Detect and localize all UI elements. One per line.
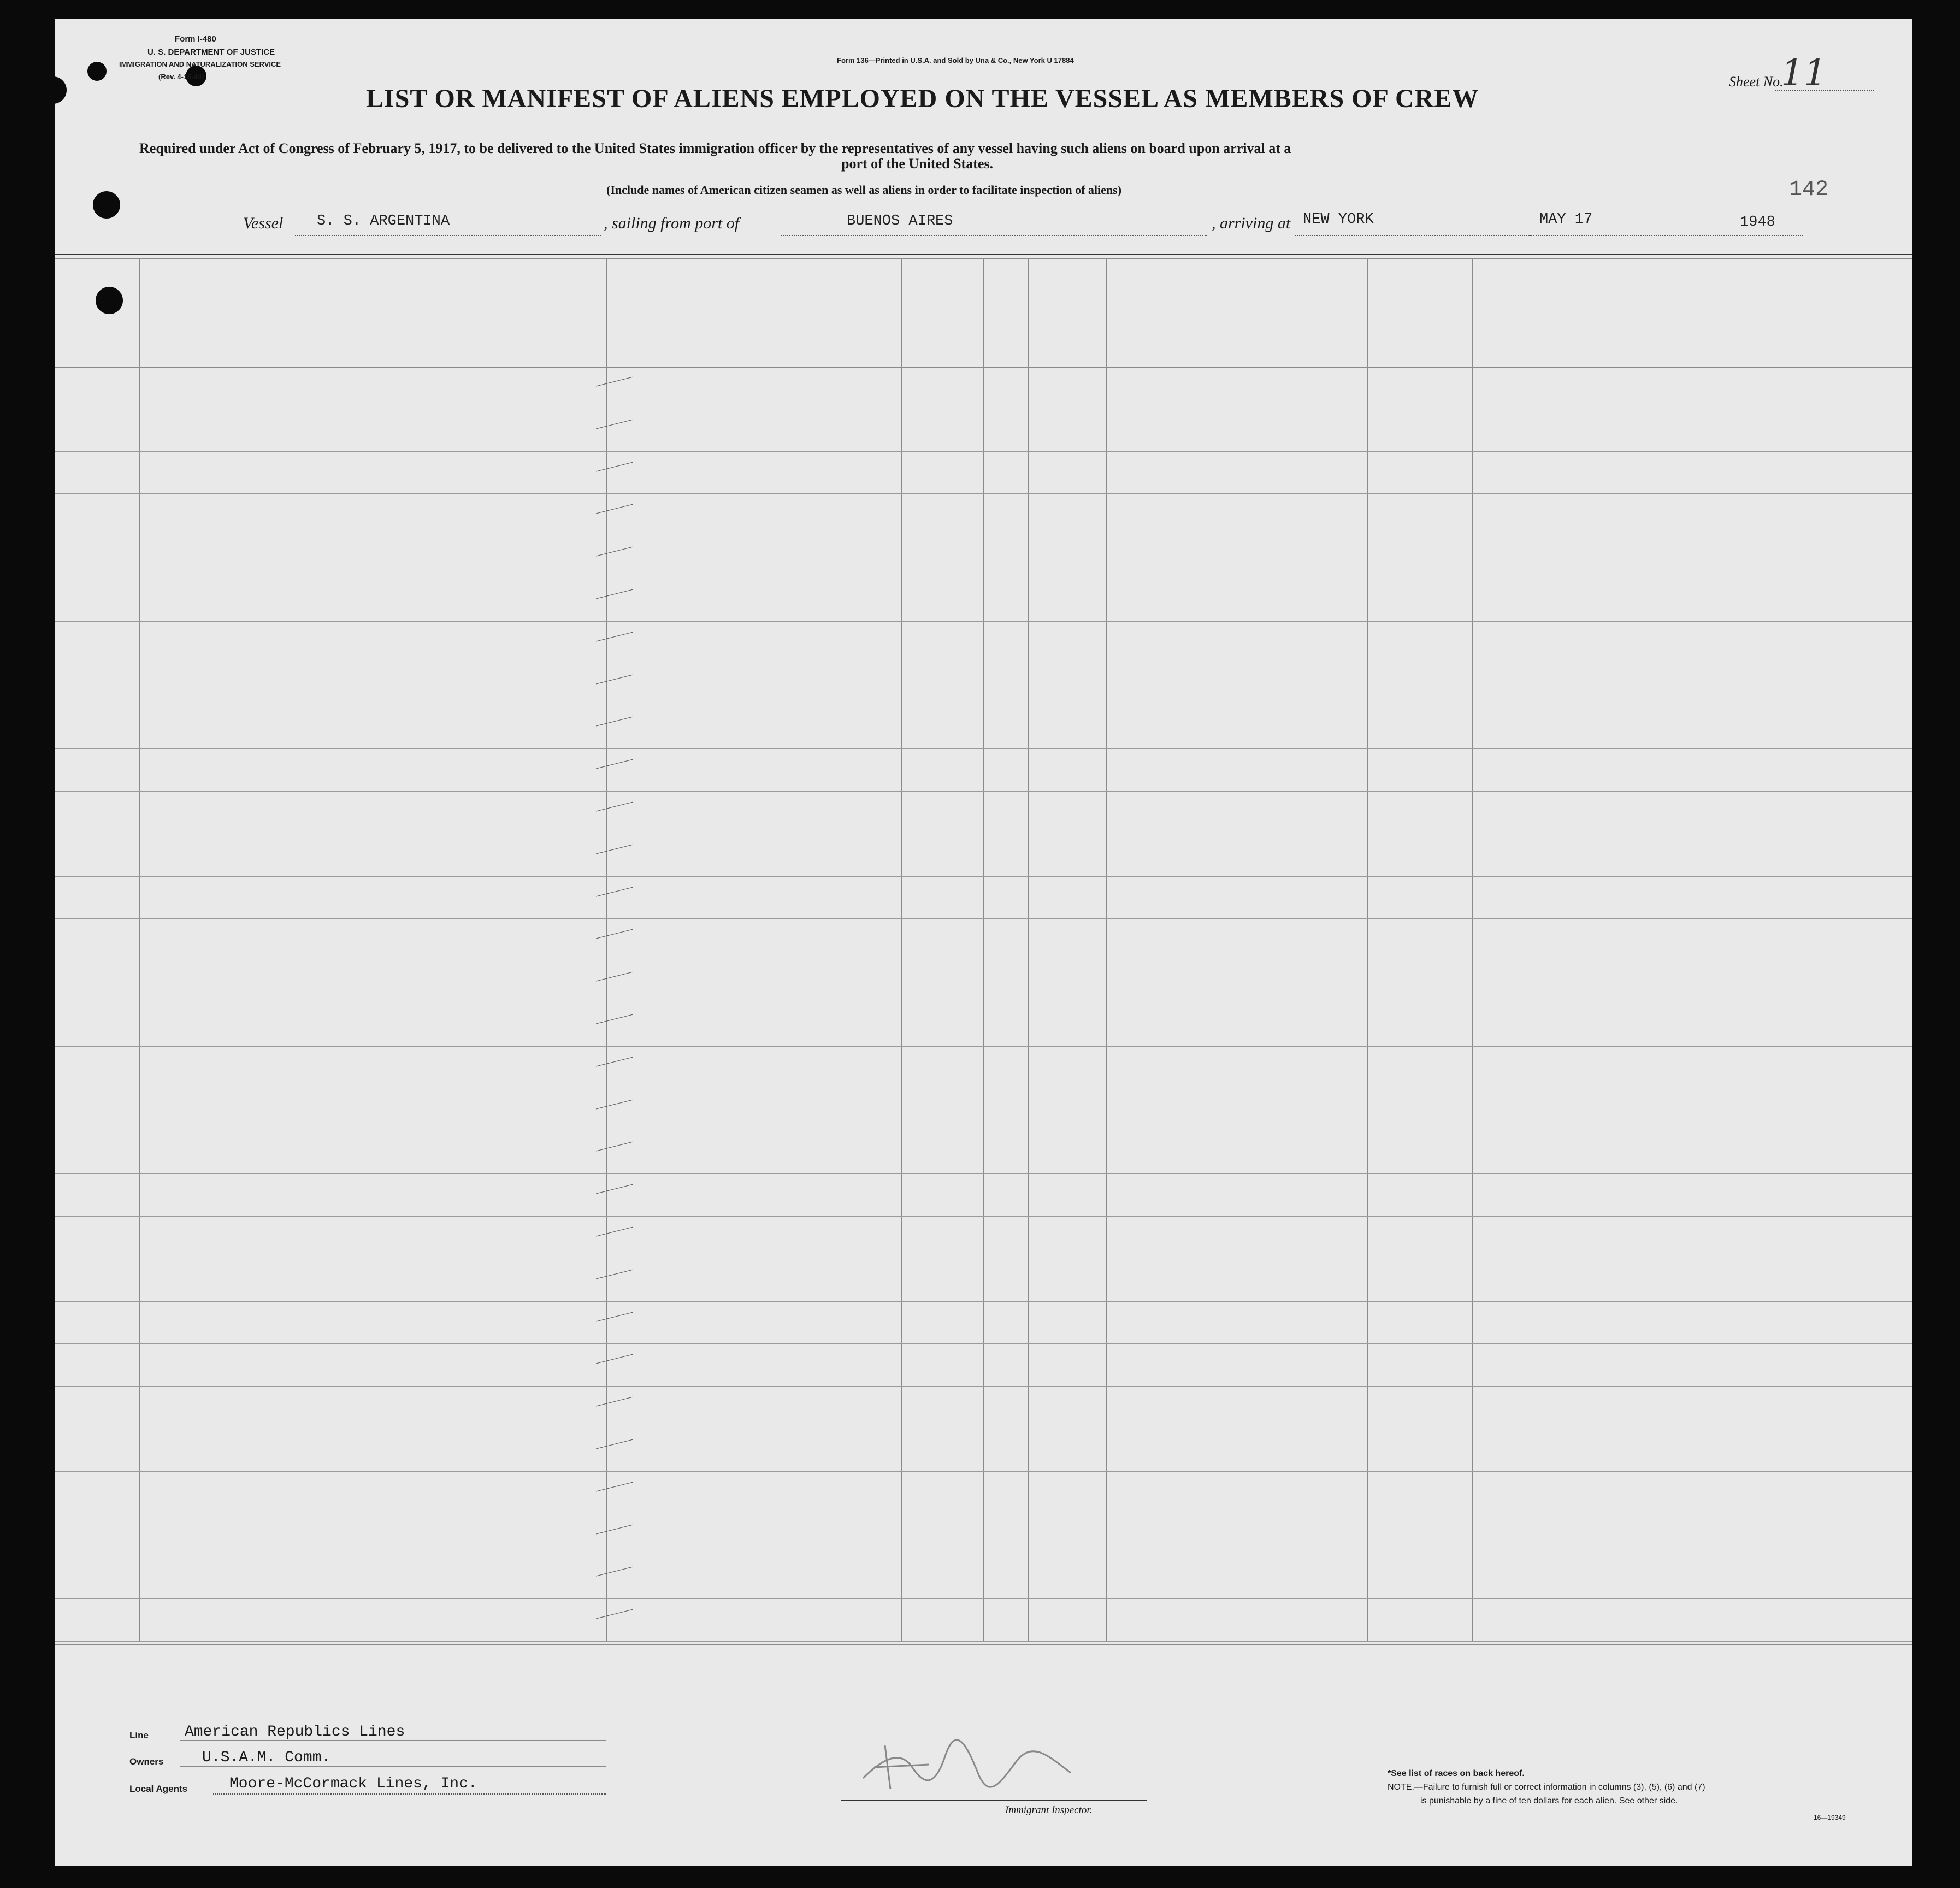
owners-label: Owners [129, 1756, 164, 1767]
sheet-label: Sheet No. [1729, 74, 1784, 90]
sheet-number: 11 [1781, 52, 1827, 94]
vessel-name: S. S. ARGENTINA [317, 213, 450, 229]
table-row [55, 1046, 1912, 1089]
arriving-label: , arriving at [1212, 214, 1291, 232]
department: U. S. DEPARTMENT OF JUSTICE [147, 48, 275, 57]
departure-port: BUENOS AIRES [847, 213, 953, 229]
table-row [55, 1173, 1912, 1216]
table-row [55, 1343, 1912, 1386]
owners-value: U.S.A.M. Comm. [202, 1749, 331, 1766]
vessel-label: Vessel [243, 214, 284, 232]
table-row [55, 1556, 1912, 1598]
table-row [55, 791, 1912, 834]
table-row [55, 876, 1912, 919]
arrival-port: NEW YORK [1303, 211, 1374, 228]
arrival-year: 1948 [1740, 214, 1775, 231]
page-number: 142 [1789, 178, 1829, 202]
table-row [55, 366, 1912, 409]
revision: (Rev. 4-15-44) [158, 73, 204, 81]
table-row [55, 1598, 1912, 1641]
table-row [55, 918, 1912, 961]
table-row [55, 409, 1912, 451]
agents-value: Moore-McCormack Lines, Inc. [229, 1775, 477, 1792]
table-row [55, 1514, 1912, 1556]
table-row [55, 1429, 1912, 1471]
crew-table [55, 19, 1912, 1866]
table-row [55, 536, 1912, 579]
table-row [55, 1089, 1912, 1131]
table-row [55, 1004, 1912, 1046]
subtitle-2: port of the United States. [841, 156, 994, 172]
form-code: 16—19349 [1814, 1814, 1846, 1821]
arrival-date: MAY 17 [1539, 211, 1593, 228]
footnote-2: is punishable by a fine of ten dollars for each alien. See other side. [1420, 1796, 1678, 1806]
table-row [55, 493, 1912, 536]
subtitle-3: (Include names of American citizen seamen as well as aliens in order to facilitate inspection of aliens) [606, 183, 1122, 197]
inspector-label: Immigrant Inspector. [1005, 1804, 1093, 1816]
sailing-label: , sailing from port of [604, 214, 740, 232]
table-bottom-rule-2 [55, 1644, 1912, 1645]
service: IMMIGRATION AND NATURALIZATION SERVICE [119, 60, 281, 68]
manifest-sheet [55, 19, 1912, 1866]
inspector-signature [852, 1734, 1082, 1800]
table-row [55, 621, 1912, 664]
table-row [55, 1471, 1912, 1514]
row-rule [55, 1641, 1912, 1642]
agents-label: Local Agents [129, 1784, 188, 1794]
subtitle-1: Required under Act of Congress of February 5, 1917, to be delivered to the United States immigration officer by the representatives of any vessel having such aliens on board upon arrival at a [139, 140, 1291, 156]
table-row [55, 1386, 1912, 1429]
races-note: *See list of races on back hereof. [1388, 1769, 1525, 1778]
table-row [55, 664, 1912, 706]
table-top-rule [55, 254, 1912, 255]
table-row [55, 706, 1912, 748]
line-value: American Republics Lines [185, 1724, 405, 1740]
table-row [55, 1131, 1912, 1173]
table-row [55, 1259, 1912, 1301]
footnote-1: NOTE.—Failure to furnish full or correct information in columns (3), (5), (6) and (7) [1388, 1783, 1705, 1792]
page-title: LIST OR MANIFEST OF ALIENS EMPLOYED ON THE VESSEL AS MEMBERS OF CREW [366, 84, 1479, 113]
table-row [55, 1301, 1912, 1344]
table-row [55, 834, 1912, 876]
table-row [55, 579, 1912, 621]
line-label: Line [129, 1730, 149, 1740]
form-number: Form I-480 [175, 34, 216, 44]
table-row [55, 1216, 1912, 1259]
printer-note: Form 136—Printed in U.S.A. and Sold by Una & Co., New York U 17884 [837, 56, 1074, 64]
table-row [55, 451, 1912, 494]
table-row [55, 748, 1912, 791]
table-row [55, 961, 1912, 1004]
